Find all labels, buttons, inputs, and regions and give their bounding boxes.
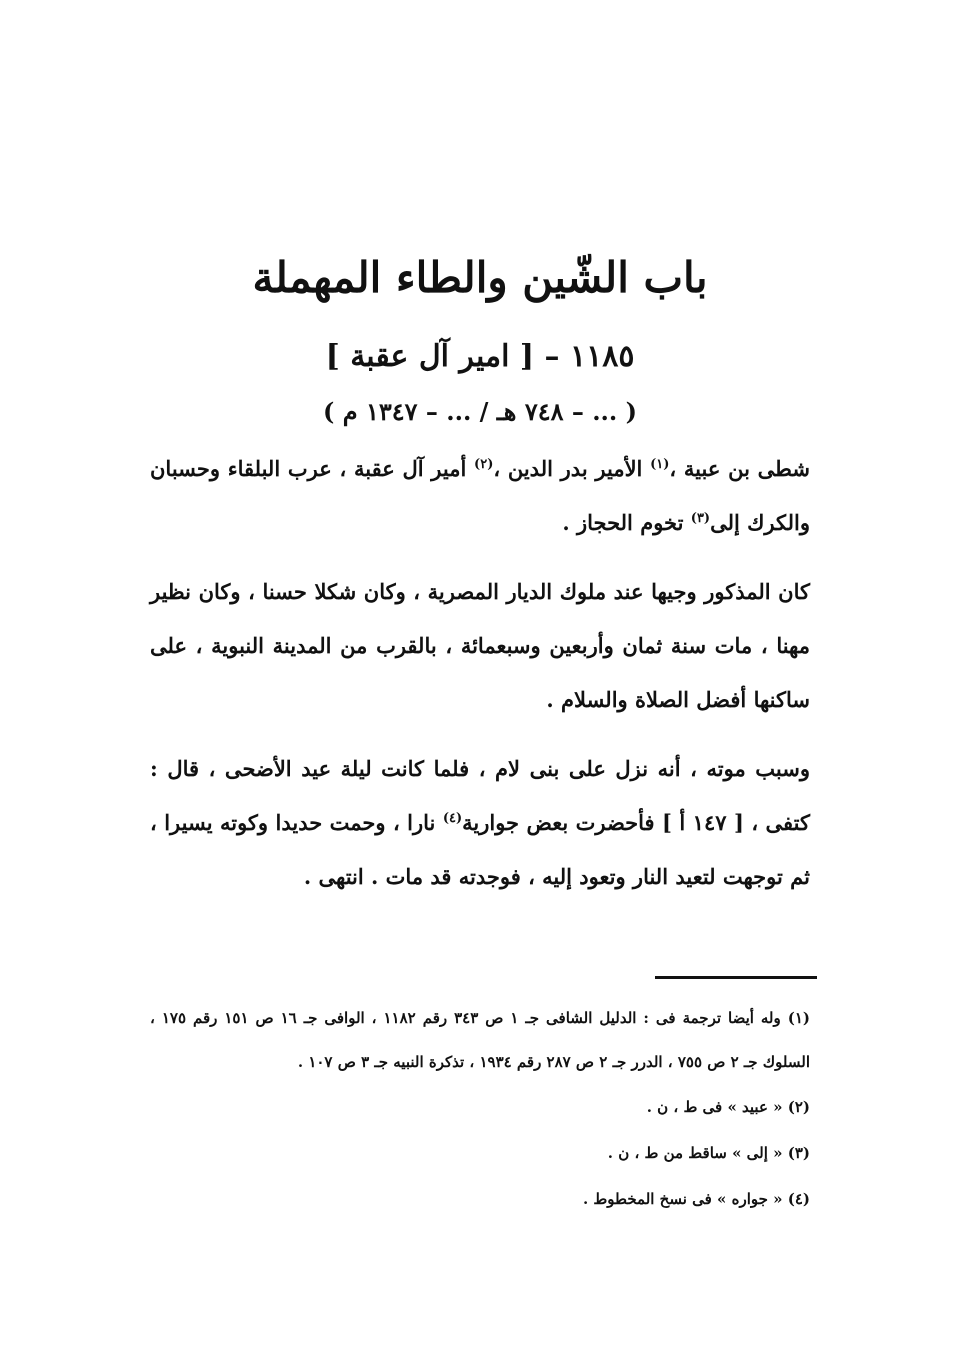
intro-text-1: شطى بن عبية ، xyxy=(669,456,811,481)
footnote-4: (٤) « جواره » فى نسخ المخطوط . xyxy=(582,1190,810,1208)
footnote-divider xyxy=(655,976,817,979)
intro-text-4: تخوم الحجاز . xyxy=(562,510,691,535)
death-text-1: وسبب موته ، أنه نزل على بنى لام ، فلما كانت ليلة عيد الأضحى ، قال : كتفى ، [ ١٤٧ أ ] فأحضرت بعض جوارية xyxy=(150,756,810,835)
entry-heading: ١١٨٥ – [ امير آل عقبة ] xyxy=(325,339,635,374)
intro-text-2: الأمير بدر الدين ، xyxy=(493,456,651,481)
footnote-marker-3: (٣) xyxy=(690,511,711,526)
paragraph-biography: كان المذكور وجيها عند ملوك الديار المصرية ، وكان شكلا حسنا ، وكان نظير مهنا ، مات سنة ثمان وأربعين وسبعمائة ، بالقرب من المدينة النبوية ، على ساكنها أفضل الصلاة والسلام . xyxy=(150,579,810,712)
footnotes xyxy=(150,996,810,1222)
footnote-2: (٢) « عبيد » فى ط ، ن . xyxy=(646,1098,810,1116)
paragraph-intro xyxy=(150,442,810,550)
entry-dates: ( ... – ٧٤٨ هـ / ... – ١٣٤٧ م ) xyxy=(323,397,637,426)
footnote-1: (١) وله أيضا ترجمة فى : الدليل الشافى جـ ١ ص ٣٤٣ رقم ١١٨٢ ، الوافى جـ ١٦ ص ١٥١ رقم ١٧٥ ، السلوك جـ ٢ ص ٧٥٥ ، الدرر جـ ٢ ص ٢٨٧ رقم ١٩٣٤ ، تذكرة النبيه جـ ٣ ص ١٠٧ . xyxy=(150,1009,810,1071)
death-text-2: نارا ، وحمت حديدا وكوته يسيرا ، ثم توجهت لتعيد النار وتعود إليه ، فوجدته قد مات . انتهى . xyxy=(150,810,810,889)
intro-text-3: أمير آل عقبة ، عرب البلقاء وحسبان والكرك إلى xyxy=(150,456,810,535)
paragraph-death xyxy=(150,742,810,904)
chapter-title: باب الشّين والطاء المهملة xyxy=(252,253,708,302)
footnote-3: (٣) « إلى » ساقط من ط ، ن . xyxy=(607,1144,810,1162)
footnote-marker-2: (٢) xyxy=(474,457,494,472)
footnote-marker-1: (١) xyxy=(650,457,670,472)
footnote-marker-4: (٤) xyxy=(442,811,463,826)
